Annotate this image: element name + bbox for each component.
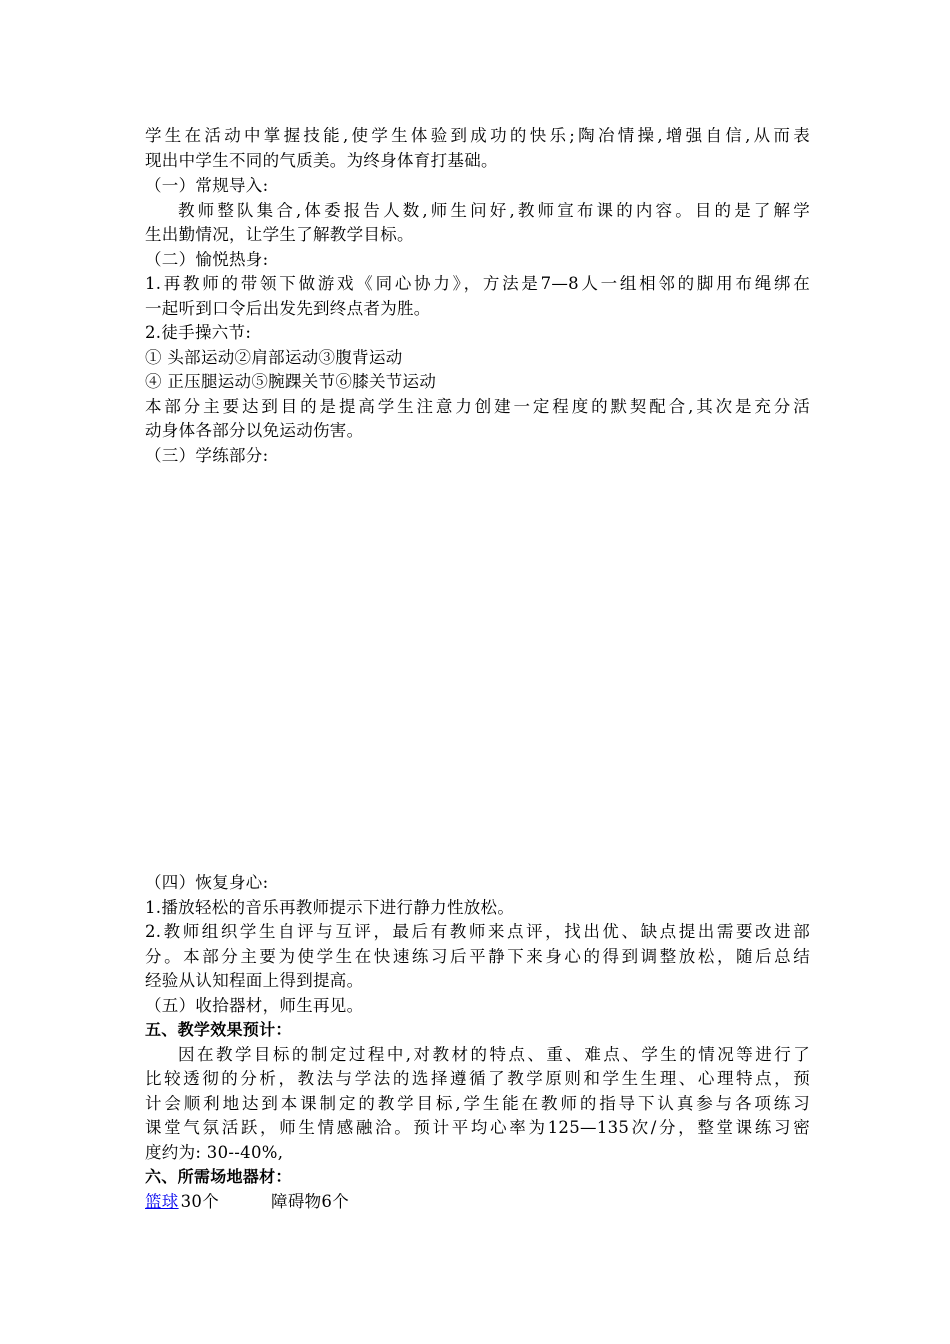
section-title: （二）愉悦热身: — [145, 249, 269, 269]
text-line: 动身体各部分以免运动伤害。 — [145, 421, 364, 440]
text-line: 课堂气氛活跃，师生情感融洽。预计平均心率为125—135次/分，整堂课练习密 — [145, 1118, 810, 1137]
text-line: 比较透彻的分析，教法与学法的选择遵循了教学原则和学生生理、心理特点，预 — [145, 1069, 810, 1088]
text-line: 2.教师组织学生自评与互评，最后有教师来点评，找出优、缺点提出需要改进部 — [145, 922, 810, 941]
text-line: 1.再教师的带领下做游戏《同心协力》，方法是7—8人一组相邻的脚用布绳绑在 — [145, 274, 810, 293]
intro-paragraph — [145, 124, 810, 173]
part-heading: 六、所需场地器材： — [145, 1167, 292, 1186]
text-line: 因在教学目标的制定过程中,对教材的特点、重、难点、学生的情况等进行了 — [178, 1044, 810, 1064]
lesson-sections-top — [145, 174, 810, 468]
text-line: 生出勤情况，让学生了解教学目标。 — [145, 225, 414, 244]
equipment-line — [145, 1190, 810, 1215]
text-line: ④ 正压腿运动⑤腕踝关节⑥膝关节运动 — [145, 372, 437, 391]
text-line: 现出中学生不同的气质美。为终身体育打基础。 — [145, 150, 498, 170]
part-heading: 五、教学效果预计： — [145, 1020, 292, 1039]
equipment-item: 障碍物6个 — [271, 1191, 350, 1211]
text-line: 学生在活动中掌握技能,使学生体验到成功的快乐;陶冶情操,增强自信,从而表 — [145, 126, 810, 145]
section-title: （五）收拾器材，师生再见。 — [145, 995, 364, 1015]
text-line: 1.播放轻松的音乐再教师提示下进行静力性放松。 — [145, 897, 515, 917]
text-line: 一起听到口令后出发先到终点者为胜。 — [145, 298, 431, 318]
text-line: 计会顺利地达到本课制定的教学目标,学生能在教师的指导下认真参与各项练习 — [145, 1093, 810, 1113]
section-title: （三）学练部分: — [145, 445, 269, 465]
text-line: 经验从认知程面上得到提高。 — [145, 971, 364, 990]
text-line: 2.徒手操六节: — [145, 323, 252, 342]
section-title: （一）常规导入: — [145, 176, 269, 195]
text-line: 分。本部分主要为使学生在快速练习后平静下来身心的得到调整放松，随后总结 — [145, 946, 810, 966]
text-line: 本部分主要达到目的是提高学生注意力创建一定程度的默契配合,其次是充分活 — [145, 396, 810, 416]
text-line: 度约为: 30--40%, — [145, 1142, 284, 1162]
section-title: （四）恢复身心: — [145, 873, 269, 892]
basketball-link[interactable]: 篮球 — [145, 1191, 179, 1211]
lesson-sections-bottom — [145, 871, 810, 1214]
text-line: ① 头部运动②肩部运动③腹背运动 — [145, 347, 403, 367]
text-line: 教师整队集合,体委报告人数,师生问好,教师宣布课的内容。目的是了解学 — [178, 200, 810, 220]
equipment-quantity: 30个 — [180, 1191, 220, 1211]
